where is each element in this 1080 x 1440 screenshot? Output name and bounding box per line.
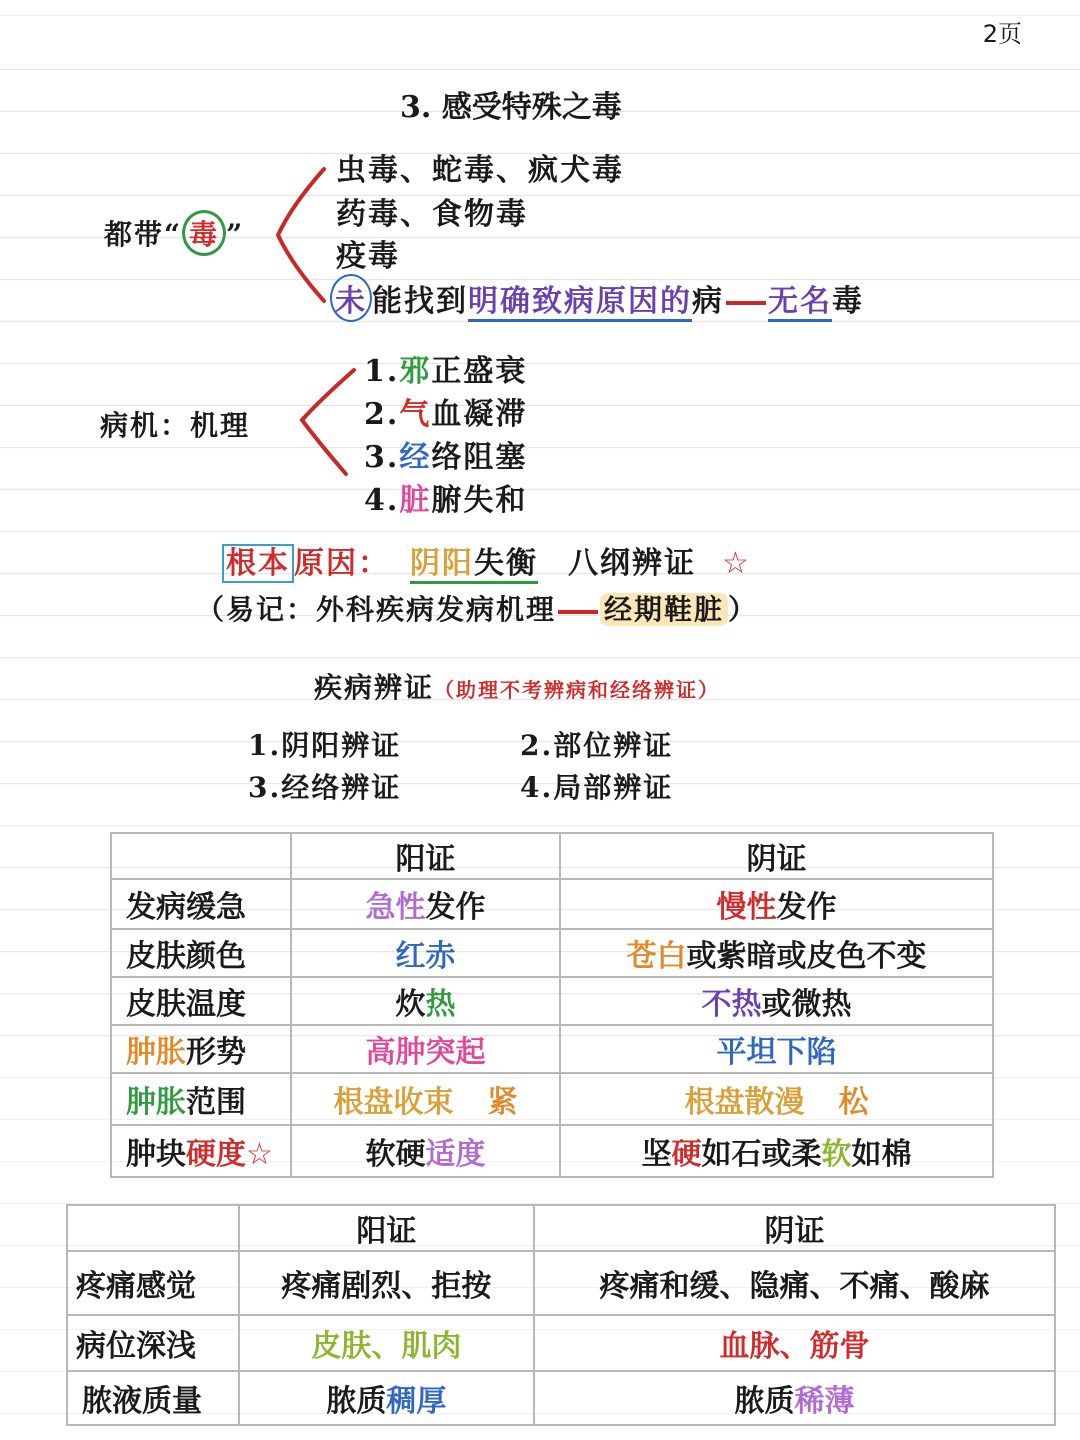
table-row (111, 879, 993, 929)
row-label: 皮肤颜色 (111, 929, 291, 977)
table-row (111, 977, 993, 1025)
mechanism-label: 病机：机理 (100, 409, 251, 442)
page-number: 2页 (982, 20, 1022, 48)
yin-cell: 坚硬如石或柔软如棉 (560, 1125, 993, 1177)
table-row (111, 1073, 993, 1125)
yin-cell: 血脉、筋骨 (534, 1315, 1055, 1371)
yin-cell: 根盘散漫 松 (560, 1073, 993, 1125)
section-title: 3. 感受特殊之毒 (400, 90, 622, 125)
star-icon: ☆ (246, 1137, 273, 1172)
memo-line: （易记：外科疾病发病机理 经期鞋脏 ） (196, 593, 759, 626)
table-header-cell: 阳证 (291, 833, 560, 879)
yin-yang-table-1 (110, 832, 994, 1178)
table-header-cell (67, 1205, 239, 1251)
mechanism-bracket (296, 366, 362, 478)
table-header-cell (111, 833, 291, 879)
yin-cell: 慢性发作 (560, 879, 993, 929)
toxin-item: 药毒、食物毒 (336, 197, 528, 232)
unknown-toxin-line: 未 能找到明确致病原因的病 无名毒 (330, 274, 864, 322)
row-label: 发病缓急 (111, 879, 291, 929)
diff-title-line: 疾病辨证（助理不考辨病和经络辨证） (314, 671, 721, 704)
yin-yang-table-2 (66, 1204, 1056, 1426)
row-label: 脓液质量 (67, 1371, 239, 1425)
toxin-item: 虫毒、蛇毒、疯犬毒 (336, 153, 624, 188)
row-label: 病位深浅 (67, 1315, 239, 1371)
diff-item: 1.阴阳辨证 (248, 729, 402, 762)
dash (558, 610, 598, 614)
mechanism-item: 2.气血凝滞 (364, 397, 528, 432)
yang-cell: 疼痛剧烈、拒按 (239, 1251, 534, 1315)
yang-cell: 急性发作 (291, 879, 560, 929)
table-row (67, 1371, 1055, 1425)
table-row (111, 1125, 993, 1177)
toxin-item: 疫毒 (336, 239, 400, 274)
table-row (67, 1315, 1055, 1371)
star-icon: ☆ (722, 546, 751, 581)
diff-item: 2.部位辨证 (520, 729, 674, 762)
row-label: 肿胀范围 (111, 1073, 291, 1125)
mechanism-item: 3.经络阻塞 (364, 440, 528, 475)
circled-toxin: 毒 (182, 210, 226, 256)
root-cause-line: 根本 原因： 阴阳失衡 八纲辨证 ☆ (222, 538, 751, 582)
yin-cell: 平坦下陷 (560, 1025, 993, 1073)
yin-cell: 苍白或紫暗或皮色不变 (560, 929, 993, 977)
toxin-bracket (272, 165, 332, 305)
diff-item: 3.经络辨证 (248, 771, 402, 804)
yang-cell: 软硬适度 (291, 1125, 560, 1177)
table-header-row (111, 833, 993, 879)
row-label: 疼痛感觉 (67, 1251, 239, 1315)
yin-cell: 脓质稀薄 (534, 1371, 1055, 1425)
table-row (111, 929, 993, 977)
table-header-cell: 阴证 (534, 1205, 1055, 1251)
table-row (67, 1251, 1055, 1315)
yang-cell: 脓质稠厚 (239, 1371, 534, 1425)
table-row (111, 1025, 993, 1073)
diff-note: （助理不考辨病和经络辨证） (434, 678, 721, 702)
yang-cell: 高肿突起 (291, 1025, 560, 1073)
toxin-label: 都带“ 毒 ” (104, 210, 244, 256)
dash (726, 301, 766, 305)
row-label: 皮肤温度 (111, 977, 291, 1025)
yang-cell: 皮肤、肌肉 (239, 1315, 534, 1371)
yang-cell: 红赤 (291, 929, 560, 977)
mechanism-item: 1.邪正盛衰 (364, 354, 528, 389)
diff-item: 4.局部辨证 (520, 771, 674, 804)
row-label: 肿块硬度☆ (111, 1125, 291, 1177)
table-header-cell: 阴证 (560, 833, 993, 879)
table-header-row (67, 1205, 1055, 1251)
yin-cell: 不热或微热 (560, 977, 993, 1025)
circled-not: 未 (330, 274, 372, 322)
yang-cell: 根盘收束 紧 (291, 1073, 560, 1125)
row-label: 肿胀形势 (111, 1025, 291, 1073)
table-header-cell: 阳证 (239, 1205, 534, 1251)
yang-cell: 炊热 (291, 977, 560, 1025)
yin-cell: 疼痛和缓、隐痛、不痛、酸麻 (534, 1251, 1055, 1315)
mechanism-item: 4.脏腑失和 (364, 483, 528, 518)
